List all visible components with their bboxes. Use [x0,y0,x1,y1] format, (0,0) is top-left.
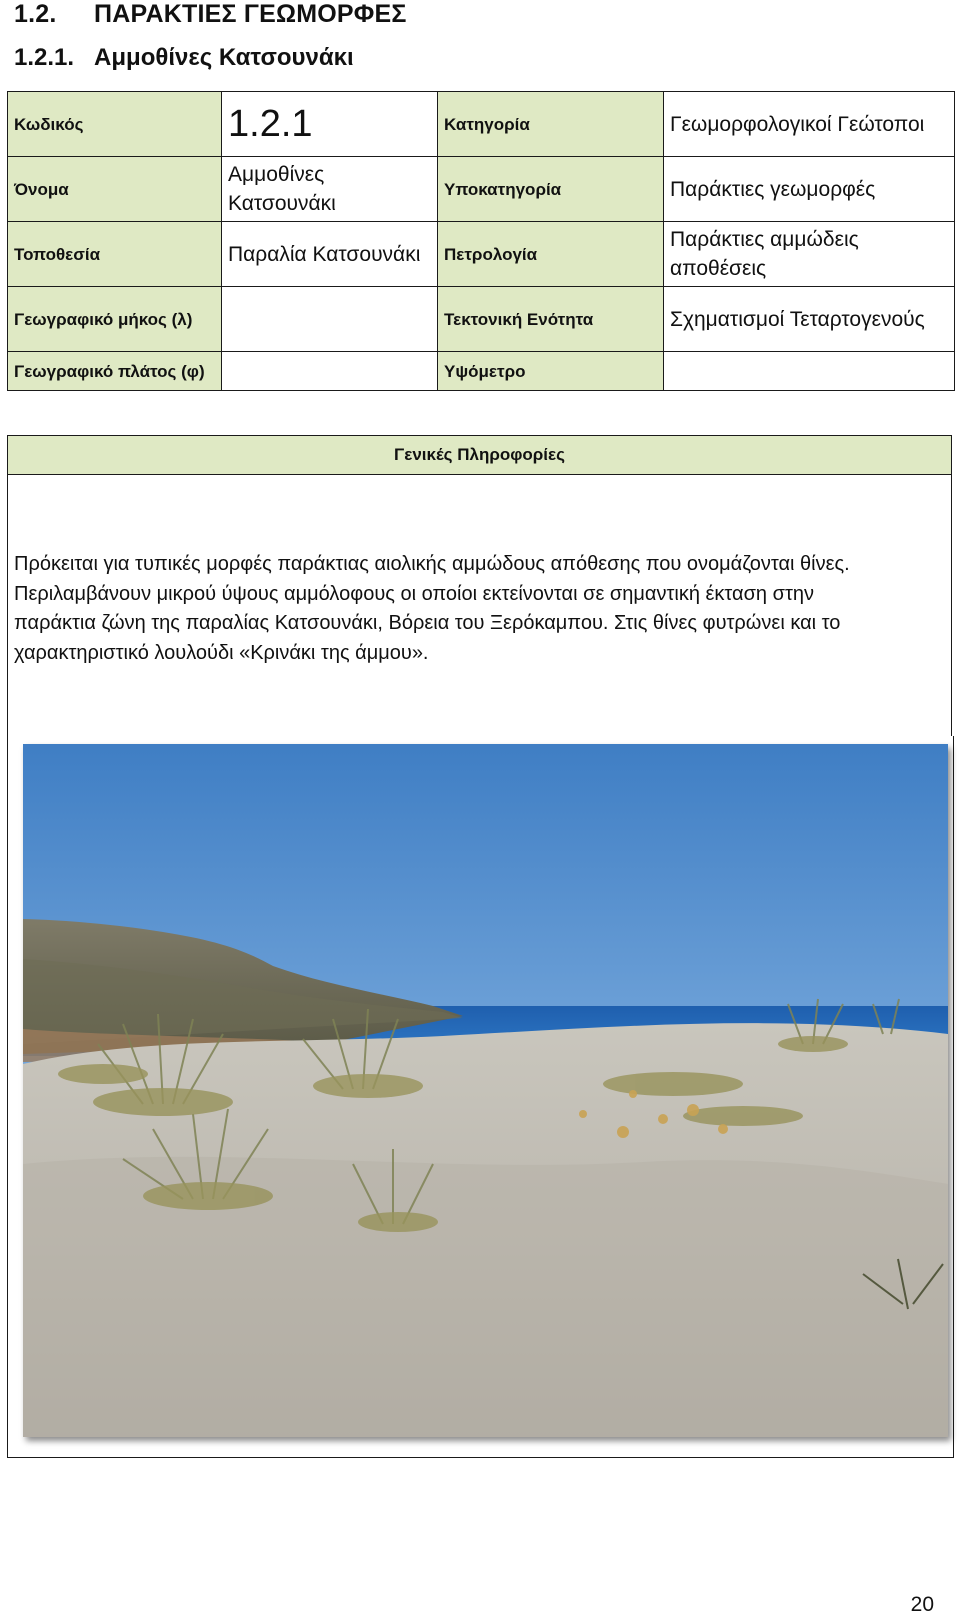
altitude-value [664,352,955,391]
latitude-value [222,352,438,391]
name-value: Αμμοθίνες Κατσουνάκι [222,157,438,222]
latitude-label: Γεωγραφικό πλάτος (φ) [8,352,222,391]
category-value: Γεωμορφολογικοί Γεώτοποι [664,92,955,157]
sand-dunes-photo [23,744,948,1437]
geosite-info-table [7,91,955,391]
section-title: ΠΑΡΑΚΤΙΕΣ ΓΕΩΜΟΡΦΕΣ [94,0,407,28]
subcategory-value: Παράκτιες γεωμορφές [664,157,955,222]
general-info-text: Πρόκειται για τυπικές μορφές παράκτιας αιολικής αμμώδους απόθεσης που ονομάζονται θίνες. Περιλαμβάνουν μικρού ύψους αμμόλοφους οι οποίοι εκτείνονται σε σημαντική έκταση στην παράκτια ζώνη της παραλίας Κατσουνάκι, Βόρεια του Ξερόκαμπου. Στις θίνες φυτρώνει και το χαρακτηριστικό λουλούδι «Κρινάκι της άμμου». [14,553,850,664]
subsection-heading [14,44,354,72]
longitude-label: Γεωγραφικό μήκος (λ) [8,287,222,352]
subcategory-label: Υποκατηγορία [438,157,664,222]
code-label: Κωδικός [8,92,222,157]
altitude-label: Υψόμετρο [438,352,664,391]
longitude-value [222,287,438,352]
code-value: 1.2.1 [222,92,438,157]
petrology-label: Πετρολογία [438,222,664,287]
general-info-title: Γενικές Πληροφορίες [8,436,951,475]
subsection-number: 1.2.1. [14,44,75,71]
general-info-box [7,435,952,737]
tectonic-unit-label: Τεκτονική Ενότητα [438,287,664,352]
section-heading [14,0,407,29]
page-number: 20 [910,1593,934,1616]
location-label: Τοποθεσία [8,222,222,287]
tectonic-unit-value: Σχηματισμοί Τεταρτογενούς [664,287,955,352]
name-label: Όνομα [8,157,222,222]
section-number: 1.2. [14,0,57,28]
location-value: Παραλία Κατσουνάκι [222,222,438,287]
category-label: Κατηγορία [438,92,664,157]
petrology-value: Παράκτιες αμμώδεις αποθέσεις [664,222,955,287]
subsection-title: Αμμοθίνες Κατσουνάκι [94,44,354,71]
